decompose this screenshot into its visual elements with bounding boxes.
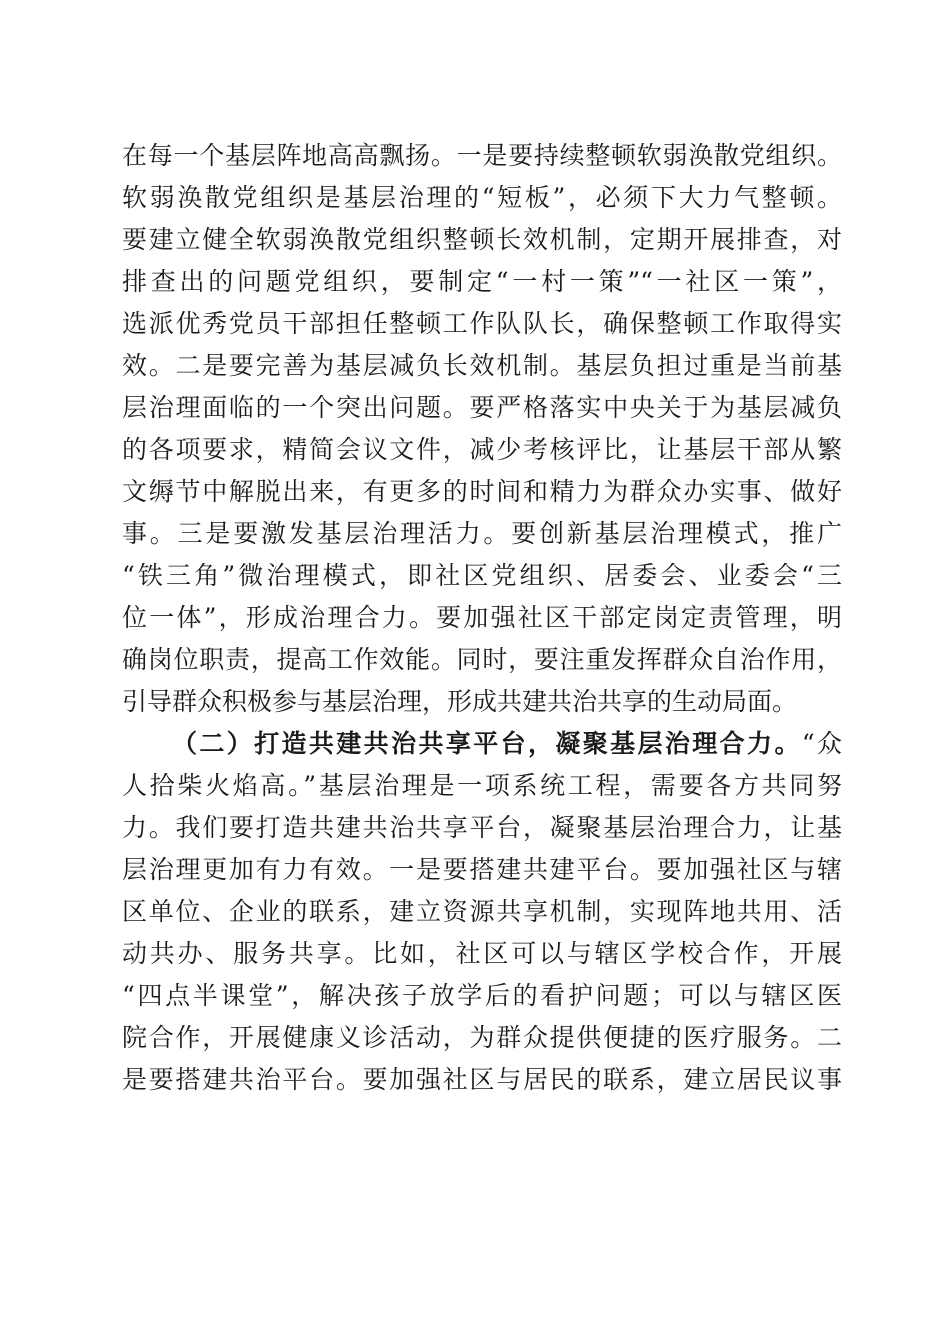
paragraph-2-line-7: “四点半课堂”，解决孩子放学后的看护问题；可以与辖区医 [122, 981, 842, 1010]
paragraph-1-line-9: 文缛节中解脱出来，有更多的时间和精力为群众办实事、做好 [122, 477, 842, 506]
paragraph-1-line-10: 事。三是要激发基层治理活力。要创新基层治理模式，推广 [122, 519, 842, 548]
paragraph-2-line-6: 动共办、服务共享。比如，社区可以与辖区学校合作，开展 [122, 939, 842, 968]
paragraph-2-line-2: 人拾柴火焰高。”基层治理是一项系统工程，需要各方共同努 [122, 771, 842, 800]
paragraph-1-line-13: 确岗位职责，提高工作效能。同时，要注重发挥群众自治作用， [122, 645, 842, 674]
paragraph-1-line-2: 软弱涣散党组织是基层治理的“短板”，必须下大力气整顿。 [122, 183, 842, 212]
paragraph-2-line-9: 是要搭建共治平台。要加强社区与居民的联系，建立居民议事 [122, 1065, 842, 1094]
paragraph-2-first-line-tail: “众 [801, 729, 842, 758]
paragraph-1-line-1: 在每一个基层阵地高高飘扬。一是要持续整顿软弱涣散党组织。 [122, 141, 842, 170]
paragraph-1-line-3: 要建立健全软弱涣散党组织整顿长效机制，定期开展排查，对 [122, 225, 842, 254]
paragraph-1-line-14: 引导群众积极参与基层治理，形成共建共治共享的生动局面。 [122, 687, 798, 716]
paragraph-1-line-12: 位一体”，形成治理合力。要加强社区干部定岗定责管理，明 [122, 603, 842, 632]
paragraph-1-line-4: 排查出的问题党组织，要制定“一村一策”“一社区一策”， [122, 267, 842, 296]
section-heading: （二）打造共建共治共享平台，凝聚基层治理合力。 [172, 729, 802, 758]
paragraph-1-line-5: 选派优秀党员干部担任整顿工作队队长，确保整顿工作取得实 [122, 309, 842, 338]
paragraph-2-line-3: 力。我们要打造共建共治共享平台，凝聚基层治理合力，让基 [122, 813, 842, 842]
paragraph-2-first-line [122, 723, 842, 765]
paragraph-1-line-11: “铁三角”微治理模式，即社区党组织、居委会、业委会“三 [122, 561, 842, 590]
body-text [122, 135, 842, 1101]
paragraph-2-line-8: 院合作，开展健康义诊活动，为群众提供便捷的医疗服务。二 [122, 1023, 842, 1052]
paragraph-1-line-8: 的各项要求，精简会议文件，减少考核评比，让基层干部从繁 [122, 435, 842, 464]
paragraph-1-line-6: 效。二是要完善为基层减负长效机制。基层负担过重是当前基 [122, 351, 842, 380]
paragraph-1-line-7: 层治理面临的一个突出问题。要严格落实中央关于为基层减负 [122, 393, 842, 422]
paragraph-2-line-5: 区单位、企业的联系，建立资源共享机制，实现阵地共用、活 [122, 897, 842, 926]
paragraph-2-line-4: 层治理更加有力有效。一是要搭建共建平台。要加强社区与辖 [122, 855, 842, 884]
